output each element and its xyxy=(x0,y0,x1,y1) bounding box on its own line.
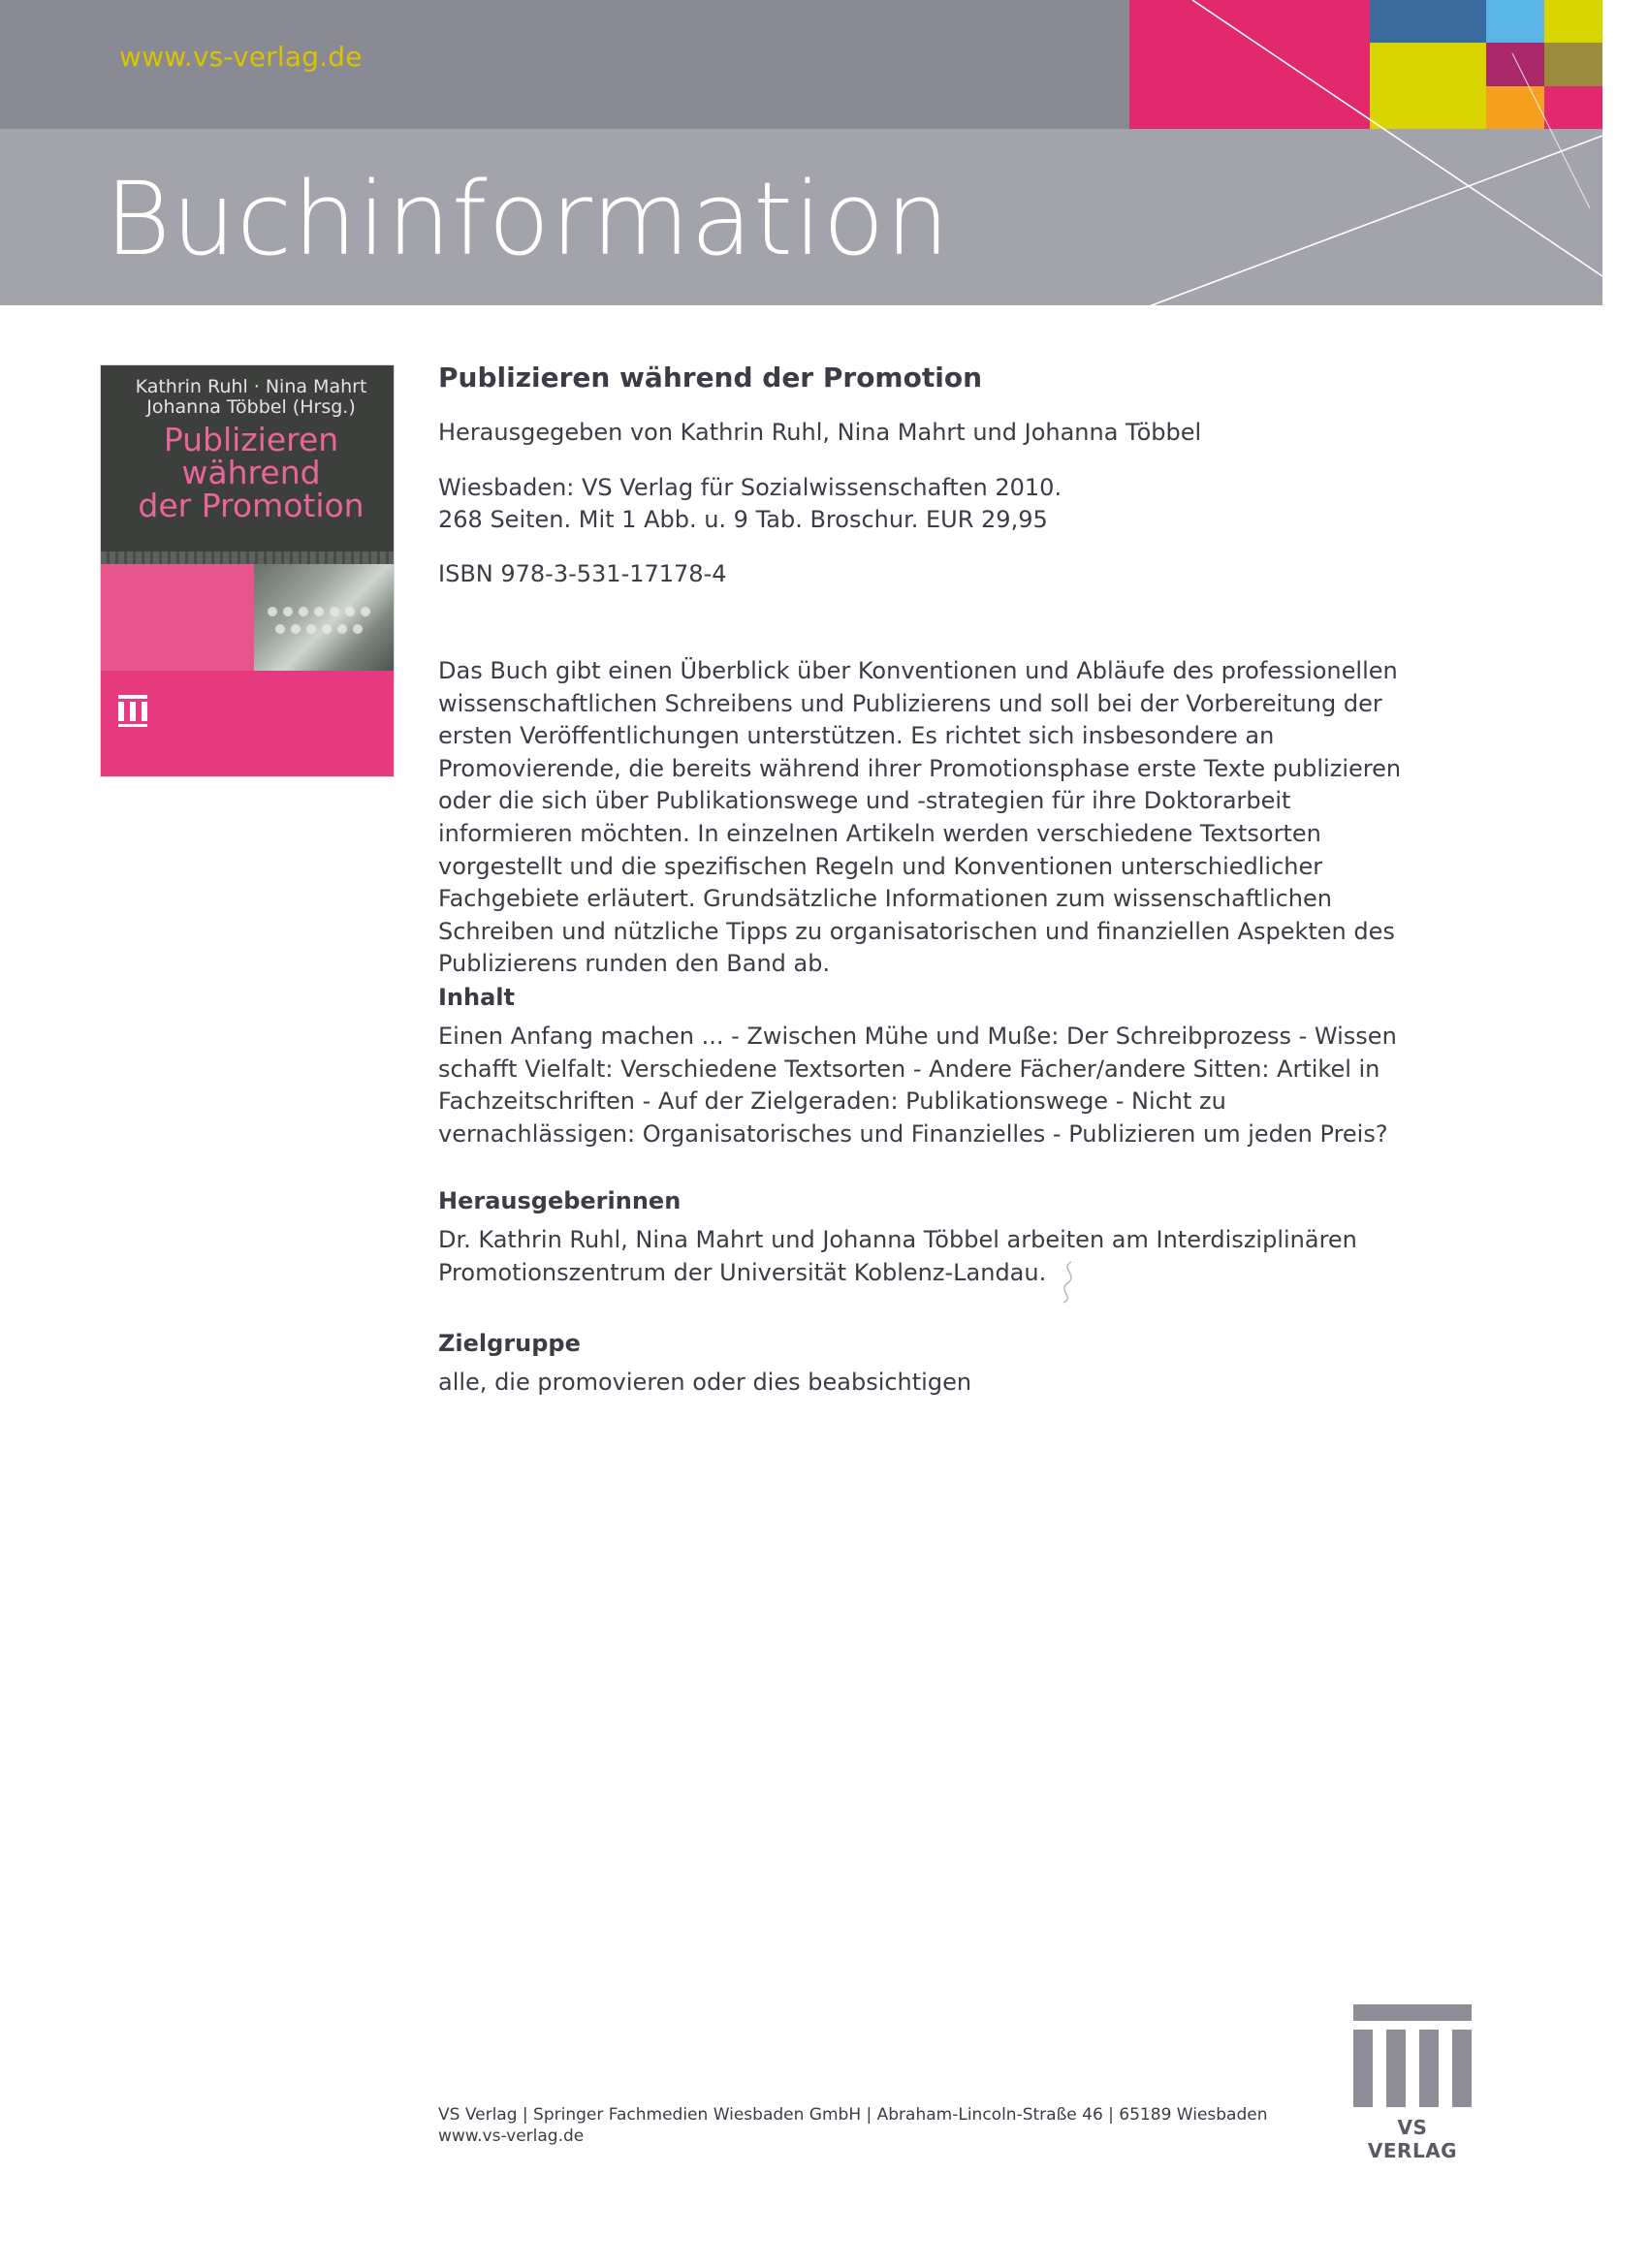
header-url[interactable]: www.vs-verlag.de xyxy=(119,41,363,73)
book-title: Publizieren während der Promotion xyxy=(438,362,982,394)
section-text-inhalt: Einen Anfang machen ... - Zwischen Mühe und Muße: Der Schreibprozess - Wissen schafft Vielfalt: Verschiedene Textsorten - Andere Fächer/andere Sitten: Artikel in Fachzeitschriften - Auf der Zielgeraden: Publikationswege - Nicht zu vernachlässigen: Organisatorisches und Finanzielles - Publizieren um jeden Preis? xyxy=(438,1023,1397,1148)
section-heading-zielgruppe: Zielgruppe xyxy=(438,1330,581,1357)
section-text-zielgruppe: alle, die promovieren oder dies beabsichtigen xyxy=(438,1369,972,1396)
typewriter-keys-graphic xyxy=(261,598,387,646)
vs-verlag-logo-icon xyxy=(118,695,147,730)
cover-authors-line-1: Kathrin Ruhl · Nina Mahrt xyxy=(135,376,367,397)
section-text-herausgeberinnen: Dr. Kathrin Ruhl, Nina Mahrt und Johanna Többel arbeiten am Interdisziplinären Promotionszentrum der Universität Koblenz-Landau. xyxy=(438,1226,1357,1286)
pencil-scribble-mark xyxy=(1050,1258,1089,1307)
cover-title-line-2: während xyxy=(181,454,321,491)
vs-verlag-footer-logo-icon xyxy=(1353,2004,1472,2107)
cover-pink-panel xyxy=(101,564,254,671)
page-title: Buchinformation xyxy=(105,160,951,278)
footer-address: VS Verlag | Springer Fachmedien Wiesbaden GmbH | Abraham-Lincoln-Straße 46 | 65189 Wiesbaden xyxy=(438,2105,1268,2125)
publication-info-line-1: Wiesbaden: VS Verlag für Sozialwissenschaften 2010. xyxy=(438,474,1062,501)
cover-title-line-1: Publizieren xyxy=(163,421,339,458)
cover-title xyxy=(120,421,382,524)
cover-authors xyxy=(120,377,382,418)
book-description: Das Buch gibt einen Überblick über Konventionen und Abläufe des professionellen wissenschaftlichen Schreibens und Publizierens und soll bei der Vorbereitung der ersten Veröffentlichungen unterstützen. Es richtet sich insbesondere an Promovierende, die bereits während ihrer Promotionsphase erste Texte publizieren oder die sich über Publikationswege und -strategien für ihre Doktorarbeit informieren möchten. In einzelnen Artikeln werden verschiedene Textsorten vorgestellt und die spezifischen Regeln und Konventionen unterschiedlicher Fachgebiete erläutert. Grundsätzliche Informationen zum wissenschaftlichen Schreiben und nützliche Tipps zu organisatorischen und finanziellen Aspekten des Publizierens runden den Band ab. xyxy=(438,657,1402,978)
book-editors: Herausgegeben von Kathrin Ruhl, Nina Mahrt und Johanna Többel xyxy=(438,419,1202,446)
book-cover-image xyxy=(101,365,394,776)
footer-logo-label: VS VERLAG xyxy=(1367,2116,1458,2162)
cover-authors-line-2: Johanna Többel (Hrsg.) xyxy=(146,396,356,418)
section-heading-herausgeberinnen: Herausgeberinnen xyxy=(438,1187,682,1214)
cover-text-strip xyxy=(101,551,394,564)
cover-title-line-3: der Promotion xyxy=(138,487,365,524)
section-heading-inhalt: Inhalt xyxy=(438,984,515,1011)
publication-info-line-2: 268 Seiten. Mit 1 Abb. u. 9 Tab. Broschur. EUR 29,95 xyxy=(438,506,1048,533)
isbn: ISBN 978-3-531-17178-4 xyxy=(438,560,727,587)
footer-url[interactable]: www.vs-verlag.de xyxy=(438,2126,585,2146)
